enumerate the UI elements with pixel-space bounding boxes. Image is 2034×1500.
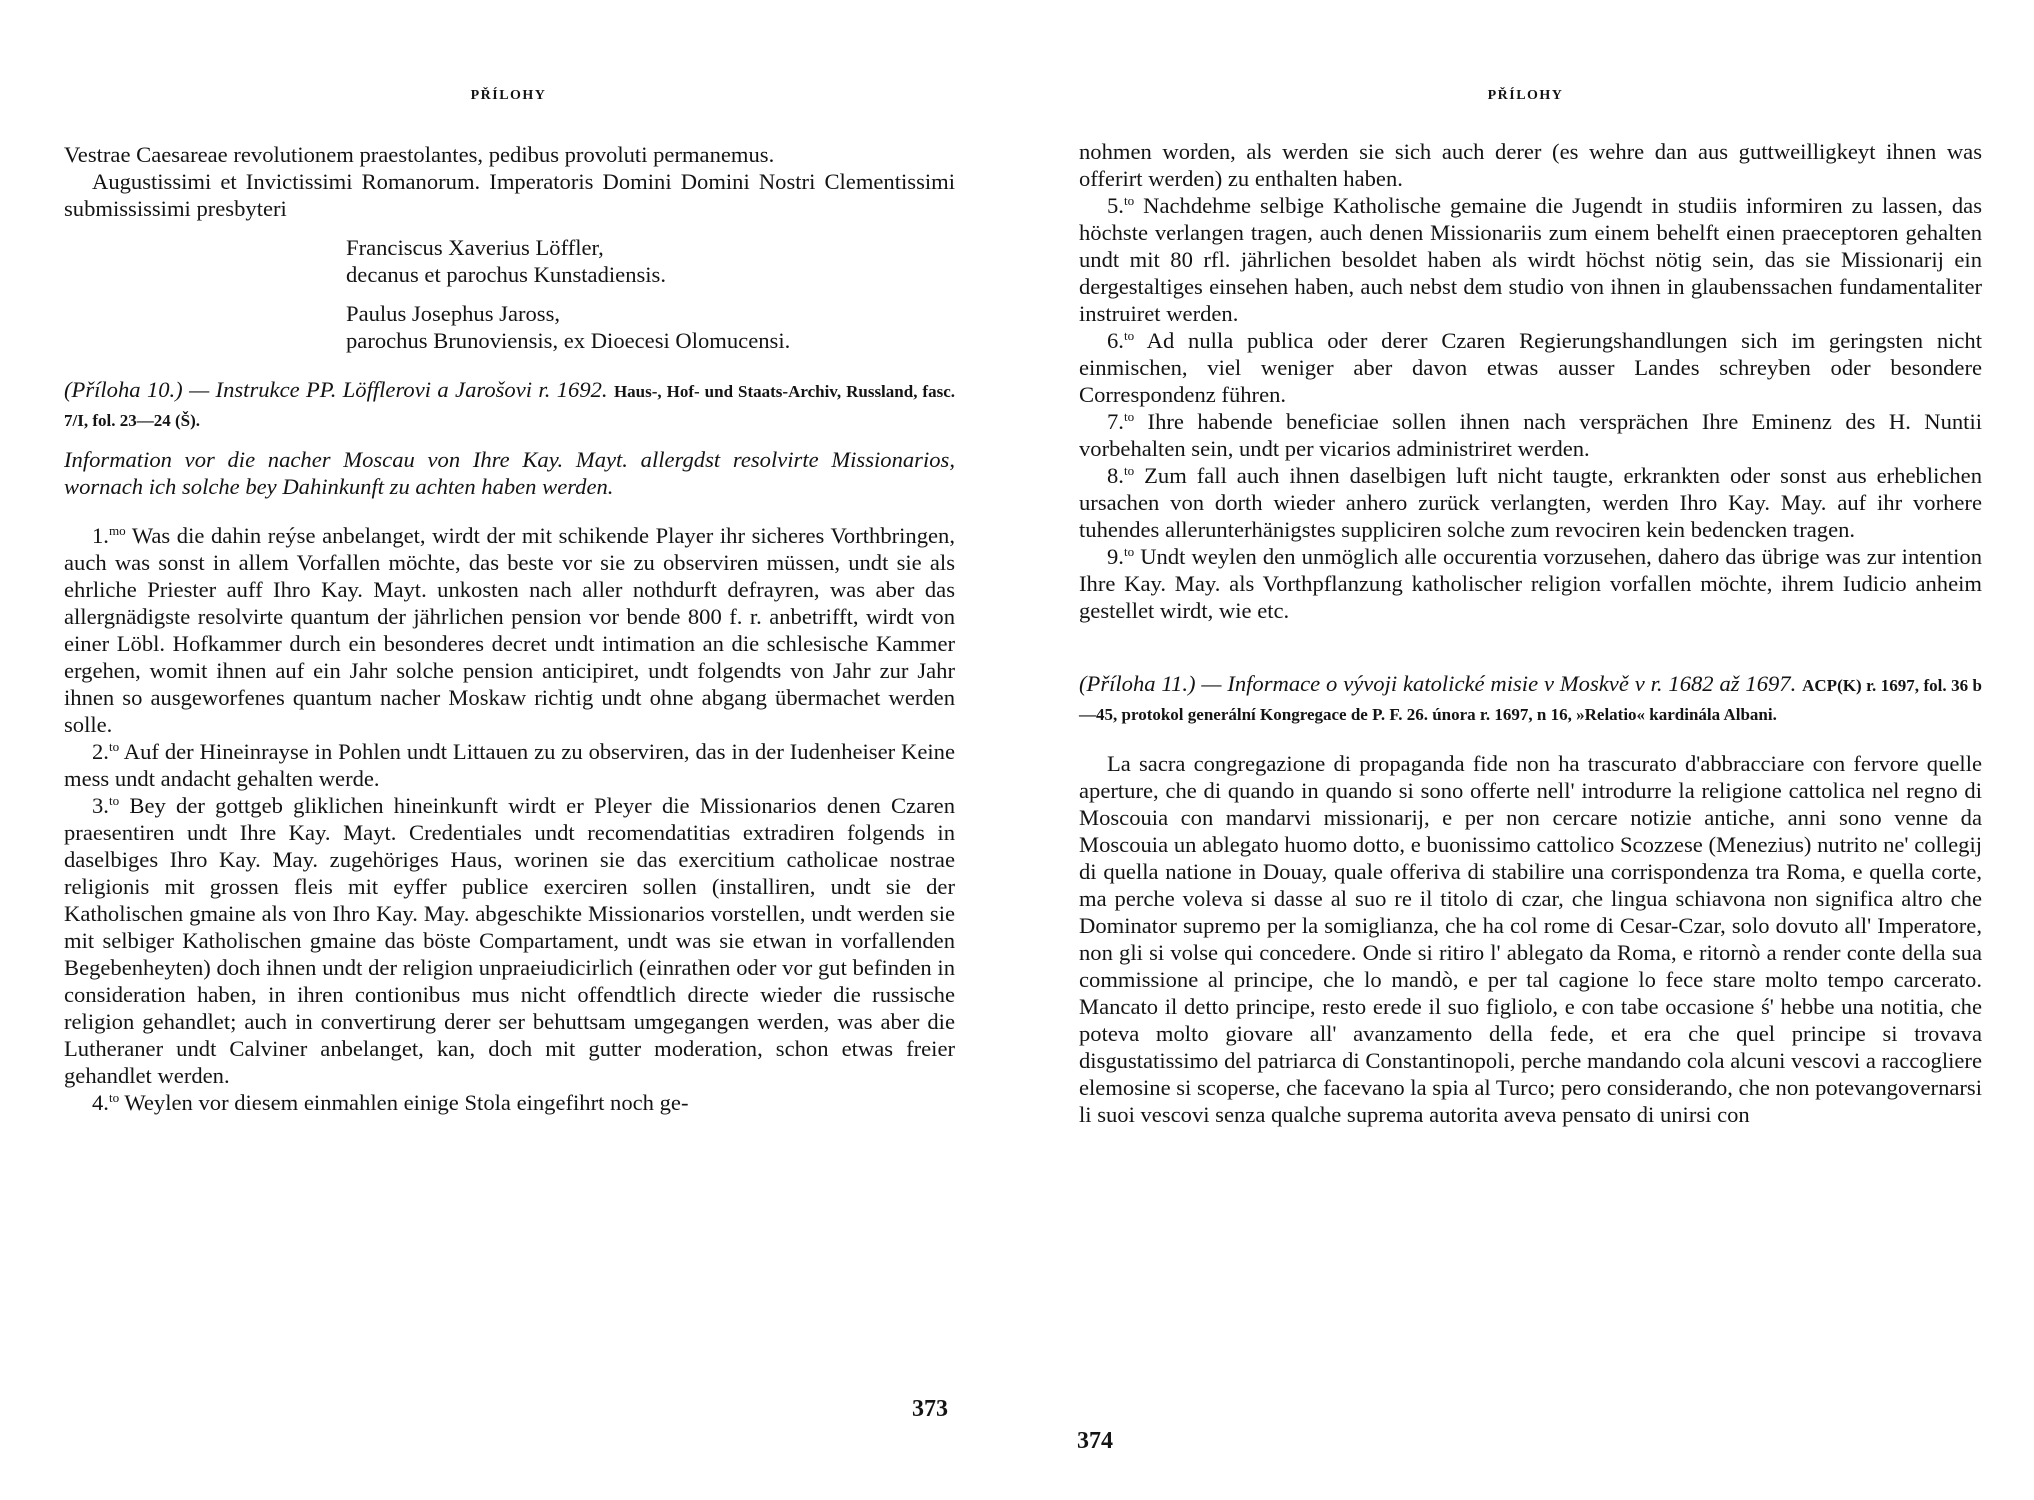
right-page-body xyxy=(1079,138,1982,1128)
item-number: 6. xyxy=(1107,328,1124,353)
item-number: 4. xyxy=(92,1090,109,1115)
item-text: Undt weylen den unmöglich alle occurentia vorzusehen, dahero das übrige was zur intention Ihre Kay. May. als Vorthpflanzung katholischer religion vorfallen möchte, ihrem Iudicio anheim gestellet wirdt, wie etc. xyxy=(1079,544,1982,623)
numbered-item xyxy=(1079,192,1982,327)
appendix-heading: (Příloha 11.) — Informace o vývoji katolické misie v Moskvě v r. 1682 až 1697. xyxy=(1079,671,1797,696)
signatures xyxy=(346,234,955,354)
page-number: 374 xyxy=(1077,1428,1113,1454)
item-text: Weylen vor diesem einmahlen einige Stola eingefihrt noch ge- xyxy=(119,1090,689,1115)
left-page-body xyxy=(64,141,955,1116)
numbered-item xyxy=(64,1089,955,1116)
item-number: 9. xyxy=(1107,544,1124,569)
paragraph: nohmen worden, als werden sie sich auch derer (es wehre dan aus guttweilligkeyt ihnen was offerirt werden) zu enthalten haben. xyxy=(1079,139,1982,191)
item-text: Was die dahin reýse anbelanget, wirdt der mit schikende Player ihr sicheres Vorthbringen, auch was sonst in allem Vorfallen möchte, das beste vor sie zu observiren müssen, undt sie als ehrliche Priester auff Ihro Kay. Mayt. unkosten nach aller nothdurft defrayren, was aber das allergnädigste resolvirte quantum der jährlichen pension vor bende 800 f. r. anbetrifft, wirdt von einer Löbl. Hofkammer durch ein besonderes decret undt intimation an die schlesische Kammer ergehen, womit ihnen auf ein Jahr solche pension anticipiret, undt folgendts von Jahr zur Jahr ihnen so ausgeworfenes quantum nacher Moskaw richtig undt ohne abgang übermachet werden solle. xyxy=(64,523,955,737)
item-ordinal: to xyxy=(1123,409,1135,425)
item-number: 1. xyxy=(92,523,109,548)
appendix-source: Haus-, Hof- und Staats-Archiv, Russland, fasc. 7/I, fol. 23—24 (Š). xyxy=(64,382,955,430)
item-text: Auf der Hineinrayse in Pohlen undt Littauen zu zu observiren, das in der Iudenheiser Keine mess undt andacht gehalten werde. xyxy=(64,739,955,791)
information-title: Information vor die nacher Moscau von Ihre Kay. Mayt. allergdst resolvirte Missionarios, wornach ich solche bey Dahinkunft zu achten haben werden. xyxy=(64,447,955,499)
numbered-item xyxy=(64,738,955,792)
item-ordinal: to xyxy=(1123,463,1135,479)
paragraph: Augustissimi et Invictissimi Romanorum. Imperatoris Domini Domini Nostri Clementissimi submississimi presbyteri xyxy=(64,169,955,221)
appendix-source: ACP(K) r. 1697, fol. 36 b—45, protokol generální Kongregace de P. F. 26. února r. 1697, n 16, »Relatio« kardinála Albani. xyxy=(1079,676,1983,724)
numbered-item xyxy=(64,522,955,738)
item-number: 2. xyxy=(92,739,109,764)
item-text: Bey der gottgeb gliklichen hineinkunft wirdt er Pleyer die Missionarios denen Czaren praesentiren undt Ihre Kay. Mayt. Credentiales undt recomendatitias extradiren folgends in daselbiges Ihro Kay. May. zugehöriges Haus, worinen sie das exercitium catholicae nostrae religionis mit grossen fleis mit eyffer publice exerciren sollen (installiren, undt sie der Katholischen gmaine als von Ihro Kay. May. abgeschikte Missionarios vorstellen, undt werden sie mit selbiger Katholischen gmaine das böste Compartament, undt was sie etwan in vorfallenden Begebenheyten) doch ihnen undt der religion unpraeiudicirlich (einrathen oder vor gut befinden in consideration haben, in ihren contionibus mus nicht offendtlich directe wieder die russische religion gehandlet; auch in convertirung derer ser behuttsam umgegangen werden, was aber die Lutheraner undt Calviner anbelanget, kan, doch mit gutter moderation, schon etwas freier gehandlet werden. xyxy=(64,793,955,1088)
item-ordinal: to xyxy=(108,1090,120,1106)
item-text: Nachdehme selbige Katholische gemaine die Jugendt in studiis informiren zu lassen, das höchste verlangen tragen, auch denen Missionariis zum einem behelft einen praeceptoren gehalten undt mit 80 rfl. jährlichen besoldet haben als wirdt höchst nötig sein, das sie Missionarij ein dergestaltiges einsehen haben, auch nebst dem studio von ihnen in glaubenssachen fundamentaliter instruiret werden. xyxy=(1079,193,1982,326)
item-number: 7. xyxy=(1107,409,1124,434)
signatory-name: Paulus Josephus Jaross, xyxy=(346,301,561,326)
numbered-item xyxy=(64,792,955,1089)
item-text: Ad nulla publica oder derer Czaren Regierungshandlungen sich im geringsten nicht einmischen, viel weniger aber davon etwas ausser Landes schreyben oder besondere Correspondenz führen. xyxy=(1079,328,1982,407)
item-ordinal: to xyxy=(108,793,120,809)
item-ordinal: to xyxy=(1123,193,1135,209)
item-number: 5. xyxy=(1107,193,1124,218)
signature-block xyxy=(346,234,955,288)
appendix-heading-block xyxy=(1079,670,1982,728)
item-text: Zum fall auch ihnen daselbigen luft nicht taugte, erkrankten oder sonst aus erheblichen ursachen von dorth wieder anhero zurück verlangten, werden Ihro Kay. May. auf ihr vorhere tuhendes allerunterhänigstes suppliciren solche zum revociren kein bedencken tragen. xyxy=(1079,463,1982,542)
right-page xyxy=(1017,0,2034,1500)
item-ordinal: mo xyxy=(108,523,126,539)
numbered-item xyxy=(1079,408,1982,462)
item-ordinal: to xyxy=(1123,544,1135,560)
page-number: 373 xyxy=(912,1396,948,1422)
signatory-title: decanus et parochus Kunstadiensis. xyxy=(346,262,666,287)
item-text: Ihre habende beneficiae sollen ihnen nach versprächen Ihre Eminenz des H. Nuntii vorbehalten sein, undt per vicarios administriret werden. xyxy=(1079,409,1982,461)
appendix-heading: (Příloha 10.) — Instrukce PP. Löfflerovi a Jarošovi r. 1692. xyxy=(64,377,608,402)
numbered-item xyxy=(1079,327,1982,408)
running-header: PŘÍLOHY xyxy=(1487,88,1564,103)
paragraph: Vestrae Caesareae revolutionem praestolantes, pedibus provoluti permanemus. xyxy=(64,142,775,167)
item-ordinal: to xyxy=(108,739,120,755)
item-number: 3. xyxy=(92,793,109,818)
running-header: PŘÍLOHY xyxy=(470,88,547,103)
numbered-item xyxy=(1079,462,1982,543)
item-number: 8. xyxy=(1107,463,1124,488)
appendix-heading-block xyxy=(64,376,955,434)
signatory-name: Franciscus Xaverius Löffler, xyxy=(346,235,604,260)
signature-block xyxy=(346,300,955,354)
italian-relatio-text: La sacra congregazione di propaganda fide non ha trascurato d'abbracciare con fervore quelle aperture, che di quando in quando si sono offerte nell' introdurre la religione cattolica nel regno di Moscouia con mandarvi missionarij, e per non cercare notizie antiche, anni sono venne da Moscouia un ablegato huomo dotto, e buonissimo cattolico Scozzese (Menezius) nutrito ne' collegij di quella natione in Douay, quale offeriva di stabilire una corrispondenza tra Roma, e quella corte, ma perche voleva si dasse al suo re il titolo di czar, che lingua schiavona non significa altro che Dominator supremo per la somiglianza, che ha col rome di Cesar-Czar, solo dovuto all' Imperatore, non gli si volse qui concedere. Onde si ritiro l' ablegato da Roma, e ritornò a render conte della sua commissione al principe, che lo mandò, e per tal cagione lo fece stare molto tempo carcerato. Mancato il detto principe, resto erede il suo figliolo, e con tabe occasione ś' hebbe una notitia, che poteva molto giovare all' avanzamento della fede, et era che quel principe si trovava disgustatissimo del patriarca di Constantinopoli, perche mandando cola alcuni vescovi a raccogliere elemosine si scoperse, che facevano la spia al Turco; pero considerando, che non potevangovernarsi li suoi vescovi senza qualche suprema autorita aveva pensato di unirsi con xyxy=(1079,751,1982,1127)
numbered-item xyxy=(1079,543,1982,624)
item-ordinal: to xyxy=(1123,328,1135,344)
signatory-title: parochus Brunoviensis, ex Dioecesi Olomucensi. xyxy=(346,328,791,353)
